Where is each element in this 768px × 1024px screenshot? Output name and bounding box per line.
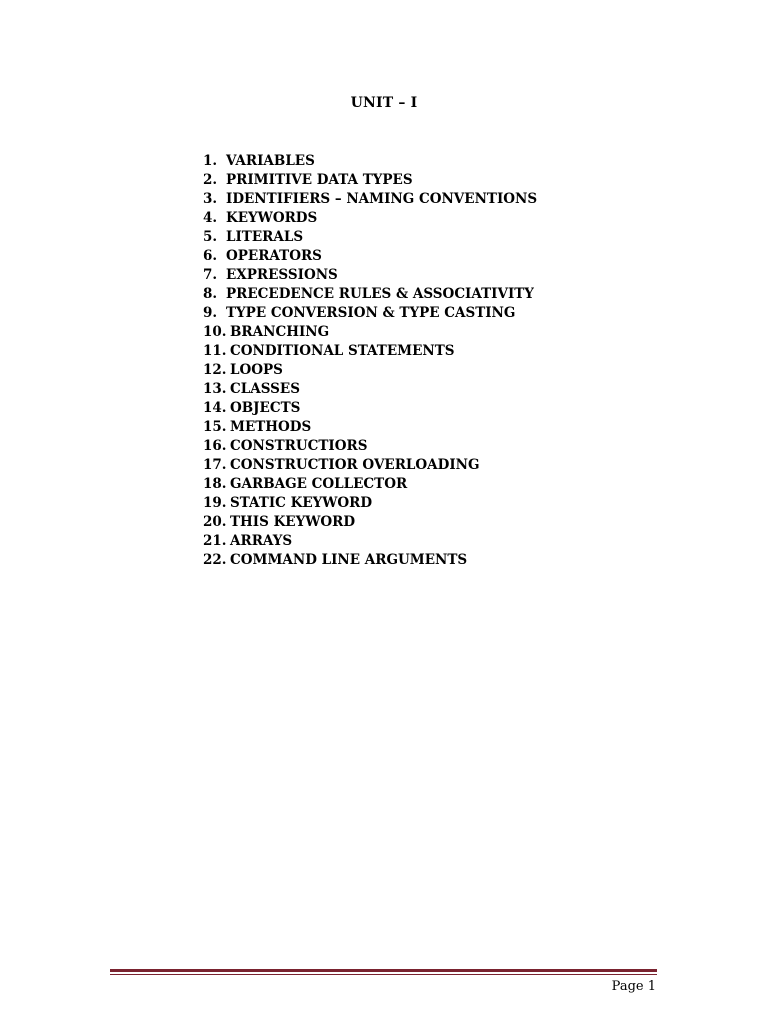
list-item-text: LITERALS bbox=[226, 229, 304, 245]
list-item-text: OBJECTS bbox=[230, 400, 301, 416]
page-title: UNIT – I bbox=[350, 95, 418, 111]
list-item-text: PRECEDENCE RULES & ASSOCIATIVITY bbox=[226, 286, 534, 302]
list-item-text: VARIABLES bbox=[226, 153, 315, 169]
list-item bbox=[203, 418, 537, 437]
list-item-text: KEYWORDS bbox=[226, 210, 318, 226]
list-item bbox=[203, 323, 537, 342]
list-item bbox=[203, 171, 537, 190]
list-item-text: PRIMITIVE DATA TYPES bbox=[226, 172, 413, 188]
list-item bbox=[203, 209, 537, 228]
list-item-number: 13. bbox=[203, 381, 227, 397]
list-item bbox=[203, 228, 537, 247]
list-item-number: 11. bbox=[203, 343, 227, 359]
list-item bbox=[203, 494, 537, 513]
list-item-number: 2. bbox=[203, 172, 218, 188]
list-item bbox=[203, 399, 537, 418]
list-item-text: ARRAYS bbox=[230, 533, 293, 549]
list-item-number: 5. bbox=[203, 229, 218, 245]
list-item bbox=[203, 456, 537, 475]
list-item-number: 20. bbox=[203, 514, 227, 530]
list-item-text: THIS KEYWORD bbox=[230, 514, 356, 530]
list-item-number: 3. bbox=[203, 191, 218, 207]
list-item-number: 6. bbox=[203, 248, 218, 264]
list-item-text: CONSTRUCTIOR OVERLOADING bbox=[230, 457, 480, 473]
list-item-text: OPERATORS bbox=[226, 248, 322, 264]
list-item-number: 7. bbox=[203, 267, 218, 283]
list-item-number: 12. bbox=[203, 362, 227, 378]
list-item-number: 10. bbox=[203, 324, 227, 340]
list-item bbox=[203, 475, 537, 494]
list-item-number: 14. bbox=[203, 400, 227, 416]
list-item bbox=[203, 513, 537, 532]
list-item bbox=[203, 437, 537, 456]
list-item-text: LOOPS bbox=[230, 362, 283, 378]
list-item-text: CONSTRUCTIORS bbox=[230, 438, 368, 454]
list-item bbox=[203, 380, 537, 399]
list-item-number: 19. bbox=[203, 495, 227, 511]
list-item-number: 17. bbox=[203, 457, 227, 473]
list-item-number: 9. bbox=[203, 305, 218, 321]
list-item-number: 16. bbox=[203, 438, 227, 454]
list-item-number: 22. bbox=[203, 552, 227, 568]
list-item bbox=[203, 152, 537, 171]
list-item-text: CLASSES bbox=[230, 381, 300, 397]
list-item-text: GARBAGE COLLECTOR bbox=[230, 476, 408, 492]
list-item bbox=[203, 304, 537, 323]
list-item-text: IDENTIFIERS – NAMING CONVENTIONS bbox=[226, 191, 538, 207]
list-item-text: TYPE CONVERSION & TYPE CASTING bbox=[226, 305, 516, 321]
list-item bbox=[203, 551, 537, 570]
list-item-number: 15. bbox=[203, 419, 227, 435]
topic-list bbox=[203, 152, 537, 570]
list-item-text: BRANCHING bbox=[230, 324, 330, 340]
list-item bbox=[203, 361, 537, 380]
list-item bbox=[203, 532, 537, 551]
list-item-text: COMMAND LINE ARGUMENTS bbox=[230, 552, 468, 568]
list-item bbox=[203, 285, 537, 304]
list-item-number: 4. bbox=[203, 210, 218, 226]
list-item-number: 21. bbox=[203, 533, 227, 549]
list-item bbox=[203, 342, 537, 361]
page-number: Page 1 bbox=[611, 979, 656, 994]
list-item bbox=[203, 247, 537, 266]
list-item-text: CONDITIONAL STATEMENTS bbox=[230, 343, 455, 359]
list-item-text: STATIC KEYWORD bbox=[230, 495, 373, 511]
list-item bbox=[203, 266, 537, 285]
list-item-number: 8. bbox=[203, 286, 218, 302]
list-item-number: 1. bbox=[203, 153, 218, 169]
list-item-text: METHODS bbox=[230, 419, 312, 435]
list-item-text: EXPRESSIONS bbox=[226, 267, 338, 283]
list-item bbox=[203, 190, 537, 209]
footer-rule-thin bbox=[110, 974, 657, 975]
list-item-number: 18. bbox=[203, 476, 227, 492]
footer-rule-thick bbox=[110, 969, 657, 972]
